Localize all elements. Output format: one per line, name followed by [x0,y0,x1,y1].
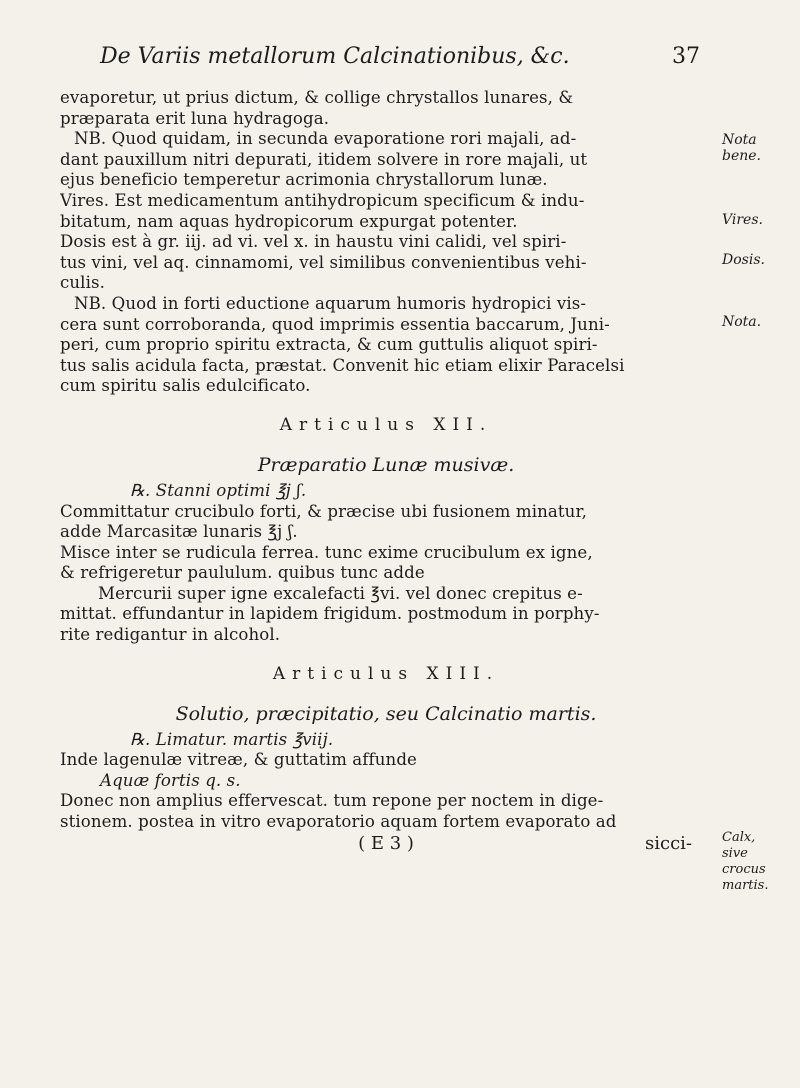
running-title: De Variis metallorum Calcinationibus, &c. [100,44,570,69]
article-subtitle: Solutio, præcipitatio, seu Calcinatio martis. [175,702,597,725]
page-footer [60,833,712,857]
text-line: culis. [60,273,105,293]
text-line: Misce inter se rudicula ferrea. tunc exime crucibulum ex igne, [60,542,593,562]
page-body [60,88,712,857]
text-line: stionem. postea in vitro evaporatorio aquam fortem evaporato ad [60,812,617,832]
text-line: Inde lagenulæ vitreæ, & guttatim affunde [60,750,417,770]
text-line: NB. Quod quidam, in secunda evaporatione rori majali, ad- [74,129,577,149]
text-line: bitatum, nam aquas hydropicorum expurgat potenter. [60,211,518,231]
text-line: dant pauxillum nitri depurati, itidem solvere in rore majali, ut [60,149,588,169]
text-line: præparata erit luna hydragoga. [60,108,330,128]
text-line: & refrigeretur paululum. quibus tunc adde [60,563,425,583]
text-line: cum spiritu salis edulcificato. [60,376,311,396]
text-line: tus salis acidula facta, præstat. Convenit hic etiam elixir Paracelsi [60,355,625,375]
running-header [100,44,700,78]
text-line: tus vini, vel aq. cinnamomi, vel similibus convenientibus vehi- [60,252,587,272]
text-line: ejus beneficio temperetur acrimonia chrystallorum lunæ. [60,170,548,190]
text-line: Committatur crucibulo forti, & præcise ubi fusionem minatur, [60,501,588,521]
text-line: Dosis est à gr. iij. ad vi. vel x. in haustu vini calidi, vel spiri- [60,232,567,252]
text-line: rite redigantur in alcohol. [60,625,281,645]
text-line: adde Marcasitæ lunaris ℥j ʃ. [60,522,298,542]
article-heading: Articulus XIII. [272,663,500,684]
margin-note-calx: Calx, sive crocus martis. [722,830,769,893]
article-heading: Articulus XII. [279,414,493,435]
margin-note-vires: Vires. [722,212,763,228]
margin-note-nota-bene: Nota bene. [722,132,761,164]
text-line: Aquæ fortis q. s. [100,770,241,790]
recipe-line: ℞. Stanni optimi ℥j ʃ. [130,480,307,500]
margin-note-nota: Nota. [722,314,762,330]
page-number: 37 [672,44,700,69]
text-line: Mercurii super igne excalefacti ℥vi. vel donec crepitus e- [98,583,583,603]
recipe-line: ℞. Limatur. martis ℥viij. [130,729,334,749]
text-line: mittat. effundantur in lapidem frigidum. postmodum in porphy- [60,604,600,624]
text-line: peri, cum proprio spiritu extracta, & cum guttulis aliquot spiri- [60,335,598,355]
text-line: evaporetur, ut prius dictum, & collige chrystallos lunares, & [60,88,574,107]
catchword: sicci- [645,832,692,854]
text-line: Vires. Est medicamentum antihydropicum specificum & indu- [60,190,585,210]
text-line: Donec non amplius effervescat. tum repone per noctem in dige- [60,791,604,811]
article-subtitle: Præparatio Lunæ musivæ. [257,453,515,476]
margin-note-dosis: Dosis. [722,252,765,268]
signature-mark: ( E 3 ) [358,832,414,854]
text-line: NB. Quod in forti eductione aquarum humoris hydropici vis- [74,293,587,313]
text-line: cera sunt corroboranda, quod imprimis essentia baccarum, Juni- [60,314,610,334]
